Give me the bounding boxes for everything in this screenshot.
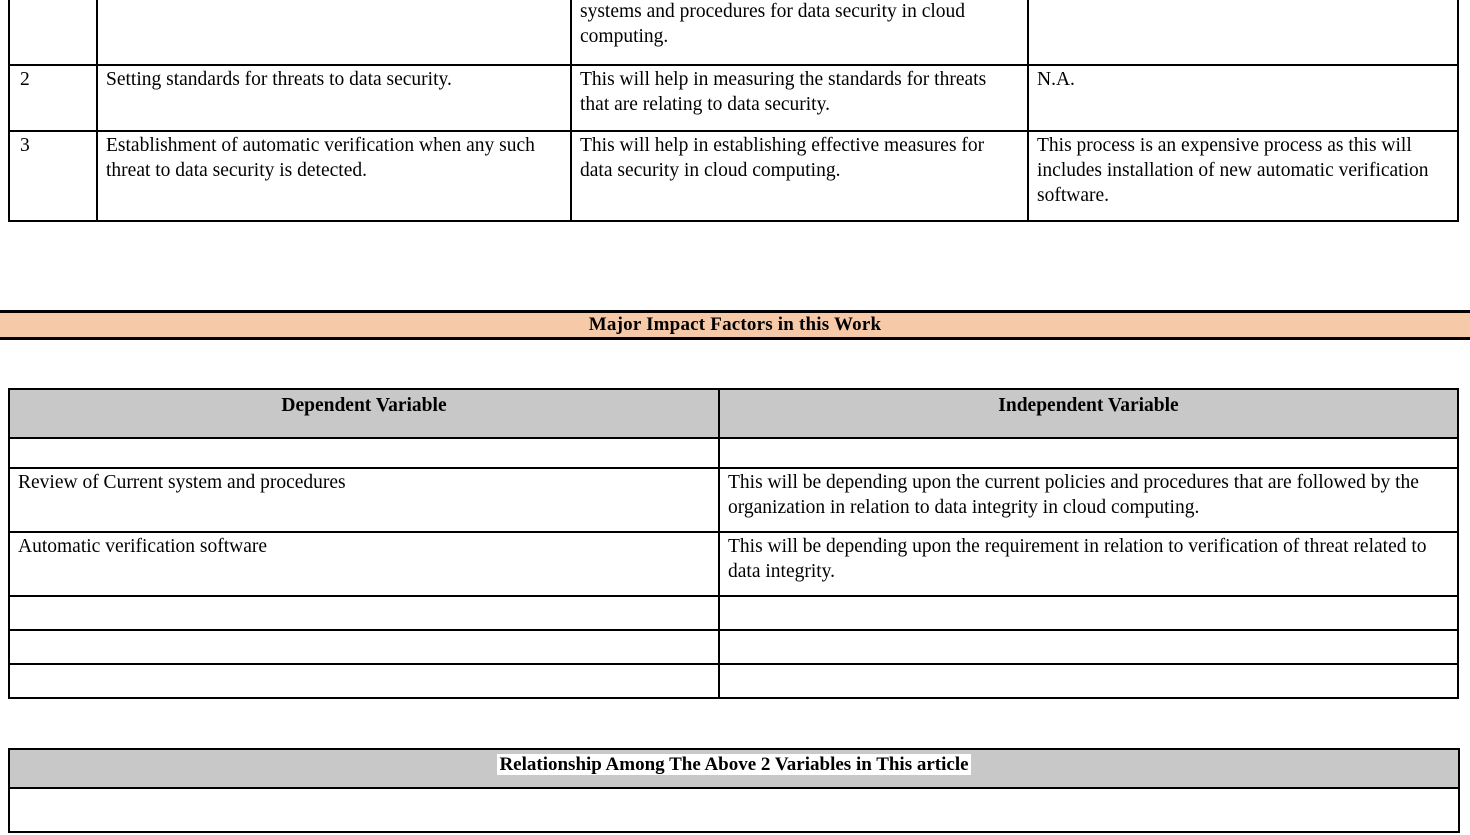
table-row (9, 65, 1458, 131)
column-header-independent-variable: Independent Variable (719, 389, 1458, 438)
table-row (9, 0, 1458, 65)
impact-factors-table-container (8, 388, 1457, 699)
table-header-row (9, 389, 1458, 438)
independent-variable-cell: This will be depending upon the current policies and procedures that are followed by the organization in relation to data integrity in cloud computing. (719, 468, 1458, 532)
table-row (9, 788, 1459, 832)
table-row (9, 468, 1458, 532)
row-number: 2 (20, 69, 30, 90)
recommendation-cell (97, 65, 571, 131)
dependent-variable-cell (9, 596, 719, 630)
independent-variable-cell (719, 664, 1458, 698)
recommendations-table-container (8, 0, 1457, 222)
independent-variable-cell (719, 596, 1458, 630)
table-row (9, 630, 1458, 664)
table-row (9, 664, 1458, 698)
independent-variable-cell: This will be depending upon the requirement in relation to verification of threat related to data integrity. (719, 532, 1458, 596)
benefit-cell (571, 131, 1028, 221)
dependent-variable-cell (9, 630, 719, 664)
row-number-cell (9, 65, 97, 131)
dependent-variable-cell: Automatic verification software (9, 532, 719, 596)
benefit-cell (571, 0, 1028, 65)
recommendation-text: Establishment of automatic verification when any such threat to data security is detected. (106, 135, 535, 181)
dependent-variable-cell: Review of Current system and procedures (9, 468, 719, 532)
benefit-text: This will help in establishing effective measures for data security in cloud computing. (580, 135, 985, 181)
table-row (9, 438, 1458, 468)
independent-variable-cell (719, 630, 1458, 664)
row-number-cell (9, 0, 97, 65)
table-row (9, 596, 1458, 630)
limitation-text: N.A. (1037, 69, 1075, 90)
benefit-cell (571, 65, 1028, 131)
benefit-text: This will help in measuring the standards for threats that are relating to data security. (580, 69, 987, 115)
relationship-title: Relationship Among The Above 2 Variables in This article (499, 754, 969, 775)
relationship-title-cell (9, 749, 1459, 788)
dependent-variable-cell (9, 664, 719, 698)
relationship-table-container (8, 748, 1460, 833)
limitation-text: This process is an expensive process as this will includes installation of new automatic verification software. (1037, 135, 1429, 206)
dependent-variable-cell (9, 438, 719, 468)
table-row (9, 131, 1458, 221)
benefit-text: systems and procedures for data security in cloud computing. (580, 1, 966, 47)
limitation-cell (1028, 131, 1458, 221)
relationship-table (8, 748, 1460, 833)
impact-factors-table (8, 388, 1459, 699)
independent-variable-cell (719, 438, 1458, 468)
table-row (9, 532, 1458, 596)
recommendation-text: Setting standards for threats to data security. (106, 69, 452, 90)
limitation-cell (1028, 0, 1458, 65)
column-header-dependent-variable: Dependent Variable (9, 389, 719, 438)
banner-title: Major Impact Factors in this Work (588, 314, 882, 335)
recommendation-cell (97, 131, 571, 221)
recommendations-table (8, 0, 1459, 222)
relationship-body-cell (9, 788, 1459, 832)
row-number: 3 (20, 135, 30, 156)
recommendation-cell (97, 0, 571, 65)
table-header-row (9, 749, 1459, 788)
major-impact-factors-banner (0, 310, 1470, 340)
row-number-cell (9, 131, 97, 221)
limitation-cell (1028, 65, 1458, 131)
